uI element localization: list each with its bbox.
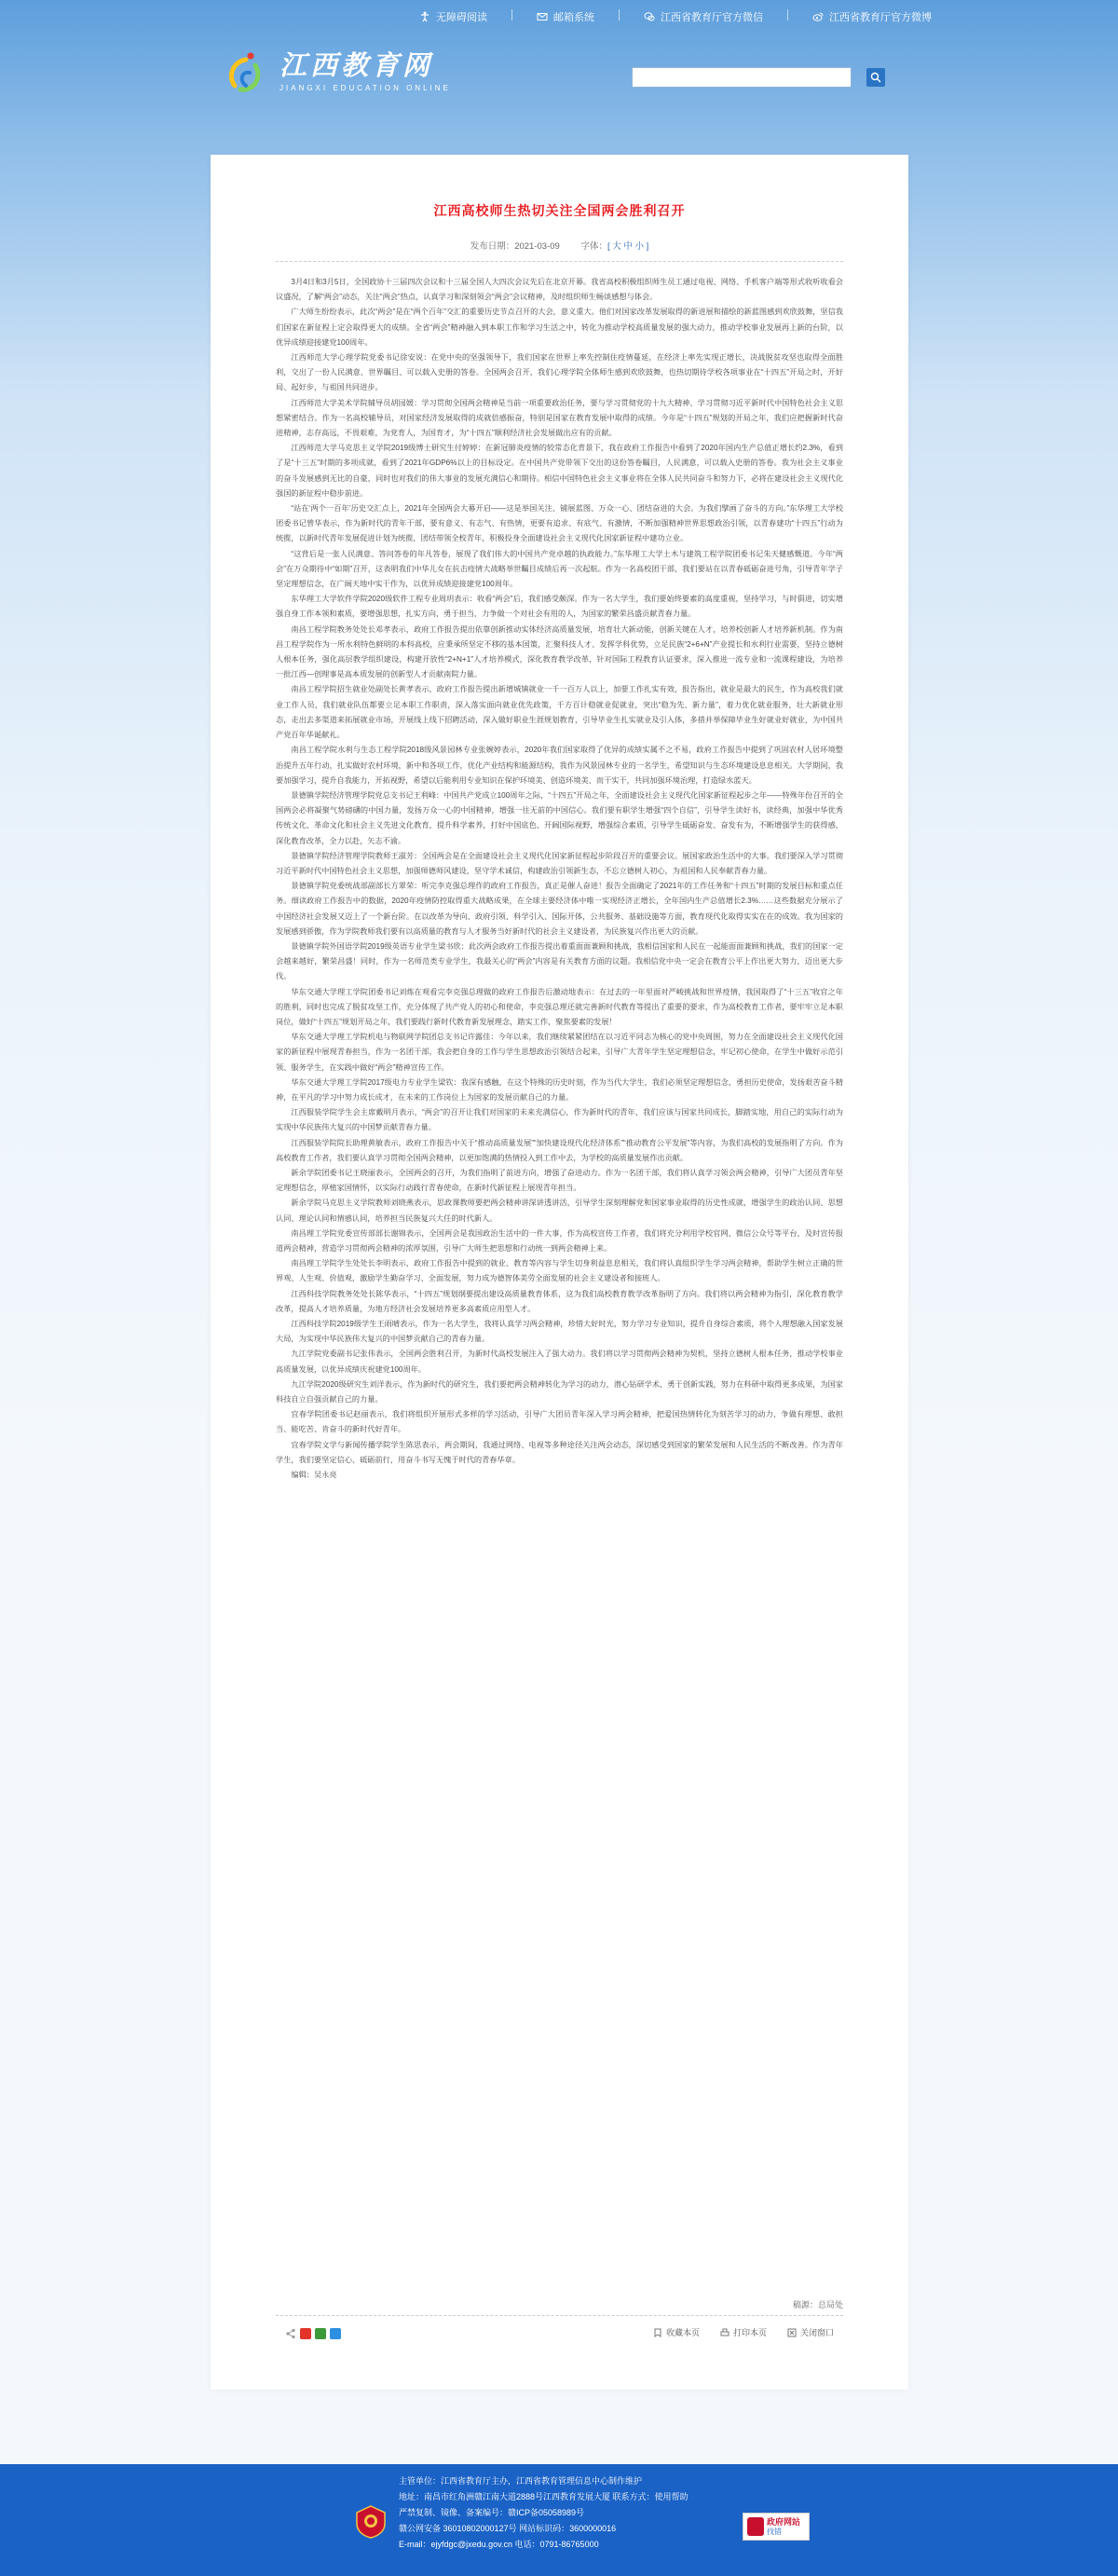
wechat-share-icon[interactable] (315, 2328, 326, 2339)
paragraph: “这背后是一张人民满意、答问答卷的年凡答卷，展现了我们伟大的中国共产党卓越的执政能力。”东华理工大学土木与建筑工程学院团委书记朱天健感慨道。今年“两会”在万众期待中“如期”召开，这表明我们中华儿女在抗击疫情大战略举世瞩目成绩后再一次起航。作为一名高校团干部，我们要站在以青春砥砺奋进号角，引导青年学子坚定理想信念，在广阔天地中实干作为，以优异成绩迎接建党100周年。 (276, 549, 843, 589)
paragraph: 华东交通大学理工学院2017级电力专业学生梁钦：我深有感触，在这个特殊的历史时刻，作为当代大学生，我们必须坚定理想信念，勇担历史使命，发扬艰苦奋斗精神，在平凡的学习中努力成长成才，在未来的工作岗位上为国家的发展贡献自己的力量。 (276, 1077, 843, 1102)
article-title: 江西高校师生热切关注全国两会胜利召开 (433, 203, 686, 218)
divider (276, 2315, 843, 2316)
article-body (276, 275, 843, 1483)
badge-subtitle: 找错 (767, 2527, 782, 2536)
share-bar (285, 2328, 341, 2339)
footer-line: 地址：南昌市红角洲赣江南大道2888号江西教育发展大厦 联系方式：使用帮助 (399, 2492, 689, 2501)
paragraph: 江西服装学院学生会主席戴明月表示，“两会”的召开让我们对国家的未来充满信心，作为新时代的青年，我们应该与国家共同成长，脚踏实地，用自己的实际行动为实现中华民族伟大复兴的中国梦贡献青春力量。 (276, 1108, 843, 1132)
close-window-icon (787, 2328, 797, 2337)
weibo-icon (812, 11, 824, 22)
paragraph: 南昌工程学院水利与生态工程学院2018级风景园林专业张婉婷表示，2020年我们国家取得了优异的成绩实属不之不易，政府工作报告中提到了巩固农村人居环境整治提升五年行动，扎实做好农村环境，新中和各项工作，优化产业结构和能源结构，我作为风景园林专业的一名学生，希望知识与生态环境建设息息相关。大学期间，我要加强学习，提升自我能力，开拓视野，希望以后能利用专业知识在保护环境美、创造环境美、而干实干，共同加强环境治理，打造绿水蓝天。 (276, 746, 843, 785)
paragraph: 南昌理工学院学生处处长李明表示，政府工作报告中提到的就业、教育等内容与学生切身利益息息相关，我们将认真组织学生学习两会精神，帮助学生树立正确的世界观、人生观、价值观，激励学生勤奋学习、全面发展，努力成为德智体美劳全面发展的社会主义建设者和接班人。 (276, 1259, 843, 1283)
weibo-link[interactable] (812, 9, 932, 24)
footer-line: 赣公网安备 36010802000127号 网站标识码：3600000016 (399, 2524, 617, 2533)
paragraph: 景德镇学院党委统战部副部长方翠荣：听完李克强总理作的政府工作报告，真正是催人奋进！报告全面确定了2021年的工作任务和“十四五”时期的发展目标和重点任务。细读政府工作报告中的数据，2020年疫情防控取得重大战略成果，在全球主要经济体中唯一实现经济正增长，全年国内生产总值增长2.3%……这些数据充分展示了中国经济社会发展又迈上了一个新台阶。在以改革为导向、政府引领、科学引入、国际开体，公共服务、基础设施等方面，教育现代化取得实实在在的成效。我为国家的发展感到骄傲，作为学院教师我们要有以高质量的教育与人才服务当好新时代的社会主义建设者，为民族复兴作出更大的贡献。 (276, 882, 843, 936)
site-footer (0, 2464, 1118, 2576)
logo-text (280, 48, 451, 92)
bookmark-label: 收藏本页 (665, 2328, 700, 2337)
print-icon (720, 2328, 729, 2337)
weibo-link-label: 江西省教育厅官方微博 (829, 12, 932, 23)
paragraph: 江西师范大学马克思主义学院2019级博士研究生付婷婷：在新冠肺炎疫情的较常态化背景下，我在政府工作报告中看到了2020年国内生产总值正增长约2.3%，看到了是“十三五”时期的多项成就，看到了2021年GDP6%以上的目标设定。在中国共产党带领下交出的这份答卷瞩目，人民满意，可以载入史册的答卷。我为社会主义事业的奋斗发展感到无比的自豪，同时也对我们的伟大事业的发展充满信心和期待。相信中国特色社会主义事业将在全体人民共同奋斗和努力下，必将在建设社会主义现代化强国的新征程中稳步前进。 (276, 444, 843, 498)
wechat-icon (644, 11, 655, 22)
search-bar (632, 67, 885, 88)
page-actions (653, 2326, 834, 2338)
share-icon[interactable] (285, 2328, 296, 2339)
bookmark-icon (653, 2328, 662, 2337)
paragraph: 江西科技学院2019级学生王雨晴表示，作为一名大学生，我将认真学习两会精神，珍惜大好时光，努力学习专业知识，提升自身综合素质，将个人理想融入国家发展大局，为实现中华民族伟大复兴的中国梦贡献自己的青春力量。 (276, 1320, 843, 1344)
footer-line: 严禁复制、镜像、备案编号：赣ICP备05058989号 (399, 2508, 585, 2517)
paragraph: 3月4日和3月5日，全国政协十三届四次会议和十三届全国人大四次会议先后在北京开幕。我省高校积极组织师生员工通过电视、网络、手机客户端等形式收听收看会议盛况，了解“两会”动态，关注“两会”热点，认真学习和深刻领会“两会”会议精神，及时组织师生畅谈感想与体会。 (276, 278, 843, 302)
search-button[interactable] (866, 68, 885, 87)
gov-site-emblem-icon (747, 2517, 764, 2536)
print-label: 打印本页 (732, 2328, 767, 2337)
editor-credit: 编辑：吴永亮 (291, 1471, 337, 1480)
gov-site-error-report-badge[interactable] (743, 2513, 810, 2541)
bookmark-button[interactable] (653, 2326, 700, 2338)
footer-line: 主管单位：江西省教育厅主办，江西省教育管理信息中心制作维护 (399, 2476, 643, 2486)
paragraph: 江西服装学院院长助理黄敏表示，政府工作报告中关于“推动高质量发展”“加快建设现代化经济体系”“推动教育公平发展”等内容，为我们高校的发展指明了方向。作为高校教育工作者，我们要认真学习贯彻全国两会精神，以更加饱满的热情投入到工作中去，为学校的高质量发展作出贡献。 (276, 1138, 843, 1162)
font-size-label: 字体： (580, 241, 607, 252)
article-source: 稿源：总局处 (792, 2300, 843, 2309)
footer-info (399, 2473, 689, 2553)
close-window-button[interactable] (787, 2326, 834, 2338)
paragraph: 南昌工程学院教务处处长邓孝表示，政府工作报告提出依靠创新推动实体经济高质量发展，培育壮大新动能，创新关键在人才，培养校创新人才培养新机制。作为南昌工程学院作为一所水利特色鲜明的本科高校，应秉承所坚定不移的基本国策，汇聚科技人才、发挥学科优势，立足民族“2+6+N”产业提长和水利行业需要，坚持立德树人根本任务，强化高层教学组织建设，构建开放性“2+N+1”人才培养模式，深化教育教学改革，针对国际工程教育认证要求，深入推进一流专业和一流课程建设，为培养一批江西—创理事是高本质发展的创新型人才贡献南院力量。 (276, 624, 843, 679)
paragraph: 九江学院党委副书记张伟表示，全国两会胜利召开，为新时代高校发展注入了强大动力。我们将以学习贯彻两会精神为契机，坚持立德树人根本任务，推动学校事业高质量发展，以优异成绩庆祝建党100周年。 (276, 1350, 843, 1374)
site-logo[interactable] (222, 48, 451, 99)
paragraph: 景德镇学院经济管理学院党总支书记王利峰：中国共产党成立100周年之际，“十四五”开局之年，全面建设社会主义现代化国家新征程起步之年——特殊年份召开的全国两会必将凝聚气势磅礴的中国力量，发扬万众一心的中国精神，增强一往无前的中国信心。我们要有职学生增强“四个自信”，引导学生读好书，读经典，加强中华优秀传统文化、革命文化和社会主义先进文化教育，提升科学素养，打好中国底色、开阔国际视野，增强综合素质，引导学生砥砺奋发、奋发有为，不断增强学生的获得感，深化教育改革，全力以赴，矢志不渝。 (276, 790, 843, 845)
close-window-label: 关闭窗口 (799, 2328, 834, 2337)
search-icon (870, 72, 881, 83)
wechat-link-label: 江西省教育厅官方微信 (661, 12, 763, 23)
divider (619, 9, 620, 21)
paragraph: 宜春学院团委书记赵丽表示，我们将组织开展形式多样的学习活动，引导广大团员青年深入学习两会精神，把爱国热情转化为刻苦学习的动力，争做有理想、敢担当、能吃苦、肯奋斗的新时代好青年。 (276, 1410, 843, 1434)
paragraph: 九江学院2020级研究生刘洋表示，作为新时代的研究生，我们要把两会精神转化为学习的动力，潜心钻研学术，勇于创新实践，努力在科研中取得更多成果，为国家科技自立自强贡献自己的力量。 (276, 1379, 843, 1404)
mail-icon (537, 11, 548, 22)
paragraph: “站在‘两个一百年’历史交汇点上，2021年全国两会大幕开启——这是举国关注、铺展蓝图、万众一心、团结奋进的大会。为我们擘画了奋斗的方向。”东华理工大学校团委书记曾华表示，作为新时代的青年干部，要有意义、有志气、有热情，更要有追求、有底气、有激情，不断加强精神世界思想政治引领，以青春建功“十四五”行动为统揽，以新时代青年发展促进计划为统揽，团结带领全校青年，积极投身全面建设社会主义现代化国家新征程中建功立业。 (276, 504, 843, 543)
article-card (211, 155, 908, 2390)
paragraph: 华东交通大学理工学院机电与物联网学院团总支书记许露佳：今年以来，我们继续紧紧团结在以习近平同志为核心的党中央周围，努力在全面建设社会主义现代化国家的新征程中展现青春担当，作为一名团干部，我会把自身的工作与学生思想政治引领结合起来，引导广大青年学生坚定理想信念，牢记初心使命，在学生中做好示范引领、服务学生，在实践中做好“两会”精神宣传工作。 (276, 1033, 843, 1072)
paragraph: 江西科技学院教务处处长陈华表示，“十四五”规划纲要提出建设高质量教育体系，这为我们高校教育教学改革指明了方向。我们将以两会精神为指引，深化教育教学改革，提高人才培养质量，为地方经济社会发展培养更多高素质应用型人才。 (276, 1289, 843, 1313)
logo-emblem-icon (222, 48, 272, 99)
paragraph: 景德镇学院外国语学院2019级英语专业学生梁书欣：此次两会政府工作报告提出着重面面兼顾和挑战，我相信国家和人民在一起能面面兼顾和挑战，我们的国家一定会越来越好，繁荣昌盛！同时，作为一名师范类专业学生，我最关心的“两会”内容是有关教育方面的议题。我相信党中央一定会在教育公平上作出更大努力，迈出更大步伐。 (276, 941, 843, 981)
paragraph: 东华理工大学软件学院2020级软件工程专业周玥表示：收看“两会”后，我们感受颇深。作为一名大学生，我们要始终要素的高度重视，坚持学习，与时俱进，切实增强自身工作本领和素质，要增强思想，扎实方向，勇于担当，力争做一个对社会有用的人，为国家的繁荣昌盛贡献青春力量。 (276, 595, 843, 619)
footer-line: E-mail：ejyfdgc@jxedu.gov.cn 电话：0791-86765000 (399, 2540, 599, 2549)
badge-title: 政府网站 (767, 2516, 801, 2527)
paragraph: 南昌理工学院党委宣传部部长谢锦表示，全国两会是我国政治生活中的一件大事，作为高校宣传工作者，我们将充分利用学校官网、微信公众号等平台，及时宣传报道两会精神，营造学习贯彻两会精神的浓厚氛围，引导广大师生把思想和行动统一到两会精神上来。 (276, 1228, 843, 1253)
mail-link[interactable] (537, 9, 594, 24)
mail-link-label: 邮箱系统 (553, 12, 594, 23)
wechat-link[interactable] (644, 9, 763, 24)
paragraph: 新余学院马克思主义学院教师刘晓燕表示，思政课教师要把两会精神讲深讲透讲活，引导学生深刻理解党和国家事业取得的历史性成就，增强学生的政治认同、思想认同、理论认同和情感认同，培养担当民族复兴大任的时代新人。 (276, 1199, 843, 1223)
top-links-bar (419, 9, 932, 24)
paragraph: 江西师范大学美术学院辅导员胡园媛：学习贯彻全国两会精神是当前一项重要政治任务，要与学习贯彻党的十九大精神、学习贯彻习近平新时代中国特色社会主义思想紧密结合。作为一名高校辅导员，对国家经济发展取得的成就倍感振奋，特别是国家在教育发展中取得的成绩。今年是“十四五”规划的开局之年，我们应把握新时代奋进精神，志存高远，不畏艰难，为党育人，为国育才，为“十四五”顺利经济社会发展做出应有的贡献。 (276, 398, 843, 438)
accessibility-link-label: 无障碍阅读 (436, 12, 487, 23)
paragraph: 新余学院团委书记王晓丽表示，全国两会的召开，为我们指明了前进方向，增强了奋进动力。作为一名团干部，我们将认真学习领会两会精神，引导广大团员青年坚定理想信念，厚植家国情怀，以实际行动践行青春使命，在新时代新征程上展现青年担当。 (276, 1168, 843, 1193)
party-gov-emblem-icon[interactable] (356, 2505, 386, 2539)
accessibility-icon (419, 11, 430, 22)
qzone-share-icon[interactable] (330, 2328, 341, 2339)
paragraph: 南昌工程学院招生就业处副处长黄孝表示，政府工作报告提出新增城镇就业一千一百万人以上，加要工作扎实有效，报告指出，就业是最大的民生，作为高校我们就业工作人员，我们就业队伍都要立足本职工作职责，深入落实面向就业优先政策，千方百计稳就业促就业，突出“稳为先、新力量”，着力优化就业服务，壮大新就业形态，走出去多渠道来拓展就业市场，开展线上线下招聘活动，深入做好职业生涯规划教育，引导毕业生扎实就业及引入体，多措并举保障毕业生好就业好就业，为中国共产党百年华诞献礼。 (276, 685, 843, 740)
divider (276, 261, 843, 262)
article-meta (211, 239, 908, 252)
logo-chinese-name: 江西教育网 (280, 49, 434, 81)
weibo-share-icon[interactable] (300, 2328, 311, 2339)
accessibility-link[interactable] (419, 9, 487, 24)
paragraph: 广大师生纷纷表示，此次“两会”是在“两个百年”交汇的重要历史节点召开的大会，意义重大。他们对国家改革发展取得的新进展和描绘的新蓝图感到欢欣鼓舞，坚信我们国家在新征程上定会取得更大的成绩。全省“两会”精神融入到本职工作和学习生活之中，转化为推动学校高质量发展的强大动力，推动学校事业发展再上新的台阶，以优异成绩迎接建党100周年。 (276, 308, 843, 347)
paragraph: 景德镇学院经济管理学院教师王淑芳：全国两会是在全面建设社会主义现代化国家新征程起步阶段召开的重要会议。展国家政治生活中的大事。我们要深入学习贯彻习近平新时代中国特色社会主义思想，加强师德师风建设，坚守学术诚信，构建政治引领新生态，不忘立德树人初心，为祖国和人民奉献青春力量。 (276, 851, 843, 875)
font-size-control (580, 241, 648, 252)
paragraph: 华东交通大学理工学院团委书记刘炼在观看完李克强总理做的政府工作报告后激动地表示：在过去的一年里面对严峻挑战和世界疫情，我国取得了“十三五”收官之年的胜利，同时也完成了脱贫攻坚工作，充分体现了共产党人的初心和使命，李克强总理还就完善新时代教育等提出了重要的要求，作为高校教育工作者，要牢牢立足本职岗位，做好“十四五”规划开局之年，我们要践行新时代教育新发展理念，踏实工作，聚焦要素的发展！ (276, 987, 843, 1026)
print-button[interactable] (720, 2326, 767, 2338)
divider (511, 9, 512, 21)
logo-english-name: JIANGXI EDUCATION ONLINE (280, 84, 451, 92)
search-input[interactable] (632, 67, 852, 88)
divider (787, 9, 788, 21)
publish-date: 发布日期：2021-03-09 (470, 241, 560, 252)
font-size-options[interactable]: [ 大 中 小 ] (607, 241, 649, 252)
paragraph: 江西师范大学心理学院党委书记徐安说：在党中央的坚强领导下，我们国家在世界上率先控制住疫情蔓延，在经济上率先实现正增长，决战脱贫攻坚也取得全面胜利，交出了一份人民满意、世界瞩目、可以载入史册的答卷。全国两会召开，我们心理学院全体师生感到欢欣鼓舞，也热切期待学校各项事业在“十四五”开局之时，开好局、起好步，与祖国共同进步。 (276, 353, 843, 392)
paragraph: 宜春学院文学与新闻传播学院学生陈思表示，两会期间，我通过网络、电视等多种途径关注两会动态，深切感受到国家的繁荣发展和人民生活的不断改善。作为青年学生，我们要坚定信心、砥砺前行，用奋斗书写无愧于时代的青春华章。 (276, 1440, 843, 1464)
